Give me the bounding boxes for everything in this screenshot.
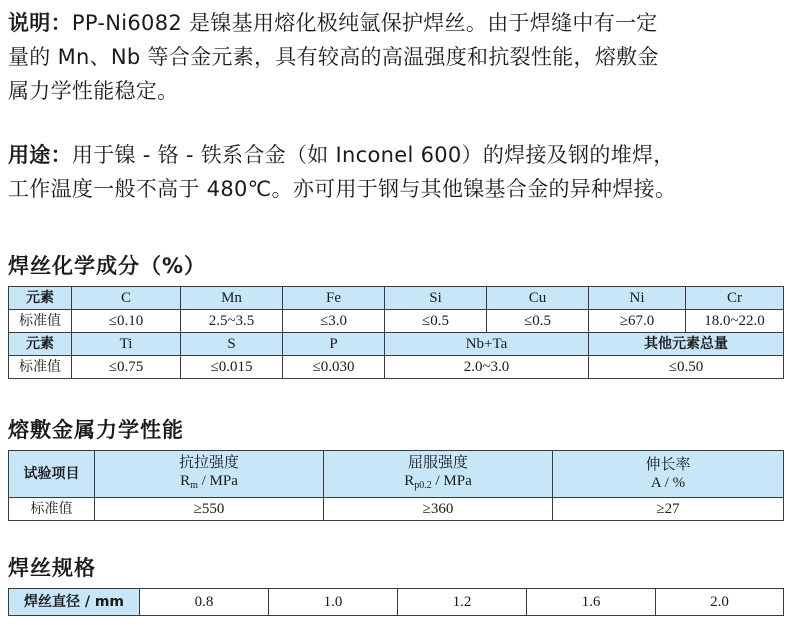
mech-table — [8, 450, 784, 521]
mech-h-tensile — [95, 451, 324, 498]
chem-r1-v-0: 标准值 — [9, 310, 72, 333]
mech-h-elong-unit: A / % — [650, 475, 686, 491]
spec-label: 焊丝直径 / mm — [9, 589, 140, 616]
chem-r1-h-4: Si — [385, 287, 487, 310]
chem-row2-header — [9, 333, 784, 356]
chem-r2-v-2: ≤0.015 — [181, 356, 283, 379]
spec-size-2: 1.2 — [398, 589, 527, 616]
chem-r1-h-3: Fe — [283, 287, 385, 310]
chem-r1-h-1: C — [72, 287, 181, 310]
chem-r1-h-0: 元素 — [9, 287, 72, 310]
chem-r2-v-1: ≤0.75 — [72, 356, 181, 379]
mech-v-3: ≥27 — [553, 498, 784, 521]
chem-r2-v-5: ≤0.50 — [589, 356, 784, 379]
chem-r1-h-5: Cu — [487, 287, 589, 310]
usage-line-2: 工作温度一般不高于 480℃。亦可用于钢与其他镍基合金的异种焊接。 — [8, 177, 677, 201]
chem-r2-h-3: P — [283, 333, 385, 356]
chem-table — [8, 286, 784, 379]
chem-r1-v-6: ≥67.0 — [589, 310, 686, 333]
spec-size-3: 1.6 — [527, 589, 656, 616]
chem-r1-h-2: Mn — [181, 287, 283, 310]
description-line-2: 量的 Mn、Nb 等合金元素，具有较高的高温强度和抗裂性能，熔敷金 — [8, 45, 659, 69]
chem-r1-v-7: 18.0~22.0 — [686, 310, 784, 333]
usage-line-1 — [8, 138, 675, 172]
chem-r1-h-7: Cr — [686, 287, 784, 310]
description-text-1: PP-Ni6082 是镍基用熔化极纯氩保护焊丝。由于焊缝中有一定 — [71, 11, 658, 35]
mech-h-tensile-label: 抗拉强度 — [178, 454, 239, 471]
description-label: 说明： — [8, 11, 72, 35]
spec-size-0: 0.8 — [140, 589, 269, 616]
mech-h-yield-unit: $R_{p0.2}$ / MPa — [404, 472, 472, 491]
mech-values-row — [9, 498, 784, 521]
chem-title: 焊丝化学成分（%） — [8, 254, 207, 278]
mech-v-0: 标准值 — [9, 498, 95, 521]
mech-h-elong-label: 伸长率 — [645, 457, 691, 473]
spec-size-4: 2.0 — [656, 589, 784, 616]
chem-row1-header — [9, 287, 784, 310]
chem-r2-v-3: ≤0.030 — [283, 356, 385, 379]
spec-table — [8, 588, 784, 616]
chem-r2-v-0: 标准值 — [9, 356, 72, 379]
chem-r1-v-3: ≤3.0 — [283, 310, 385, 333]
chem-row2-values — [9, 356, 784, 379]
chem-r1-v-2: 2.5~3.5 — [181, 310, 283, 333]
spec-size-1: 1.0 — [269, 589, 398, 616]
mech-title: 熔敷金属力学性能 — [8, 418, 184, 442]
chem-r1-v-4: ≤0.5 — [385, 310, 487, 333]
chem-r2-h-1: Ti — [72, 333, 181, 356]
chem-r2-h-2: S — [181, 333, 283, 356]
chem-r2-v-4: 2.0~3.0 — [385, 356, 589, 379]
chem-r2-h-5: 其他元素总量 — [589, 333, 784, 356]
usage-label: 用途： — [8, 143, 72, 167]
mech-header-row — [9, 451, 784, 498]
usage-text-1: 用于镍 - 铬 - 铁系合金（如 Inconel 600）的焊接及钢的堆焊， — [71, 143, 675, 167]
chem-r2-h-4: Nb+Ta — [385, 333, 589, 356]
mech-h-yield-label: 屈服强度 — [407, 454, 468, 471]
mech-v-2: ≥360 — [324, 498, 553, 521]
spec-title: 焊丝规格 — [8, 556, 96, 580]
description-line-1 — [8, 6, 658, 40]
chem-r1-v-1: ≤0.10 — [72, 310, 181, 333]
mech-h-elong — [553, 451, 784, 498]
chem-r1-h-6: Ni — [589, 287, 686, 310]
chem-row1-values — [9, 310, 784, 333]
mech-v-1: ≥550 — [95, 498, 324, 521]
chem-r2-h-0: 元素 — [9, 333, 72, 356]
mech-h-yield — [324, 451, 553, 498]
mech-h-tensile-unit: $R_m$ / MPa — [180, 472, 238, 491]
chem-r1-v-5: ≤0.5 — [487, 310, 589, 333]
spec-row — [9, 589, 784, 616]
description-line-3: 属力学性能稳定。 — [8, 79, 179, 103]
mech-h-item: 试验项目 — [9, 451, 95, 498]
